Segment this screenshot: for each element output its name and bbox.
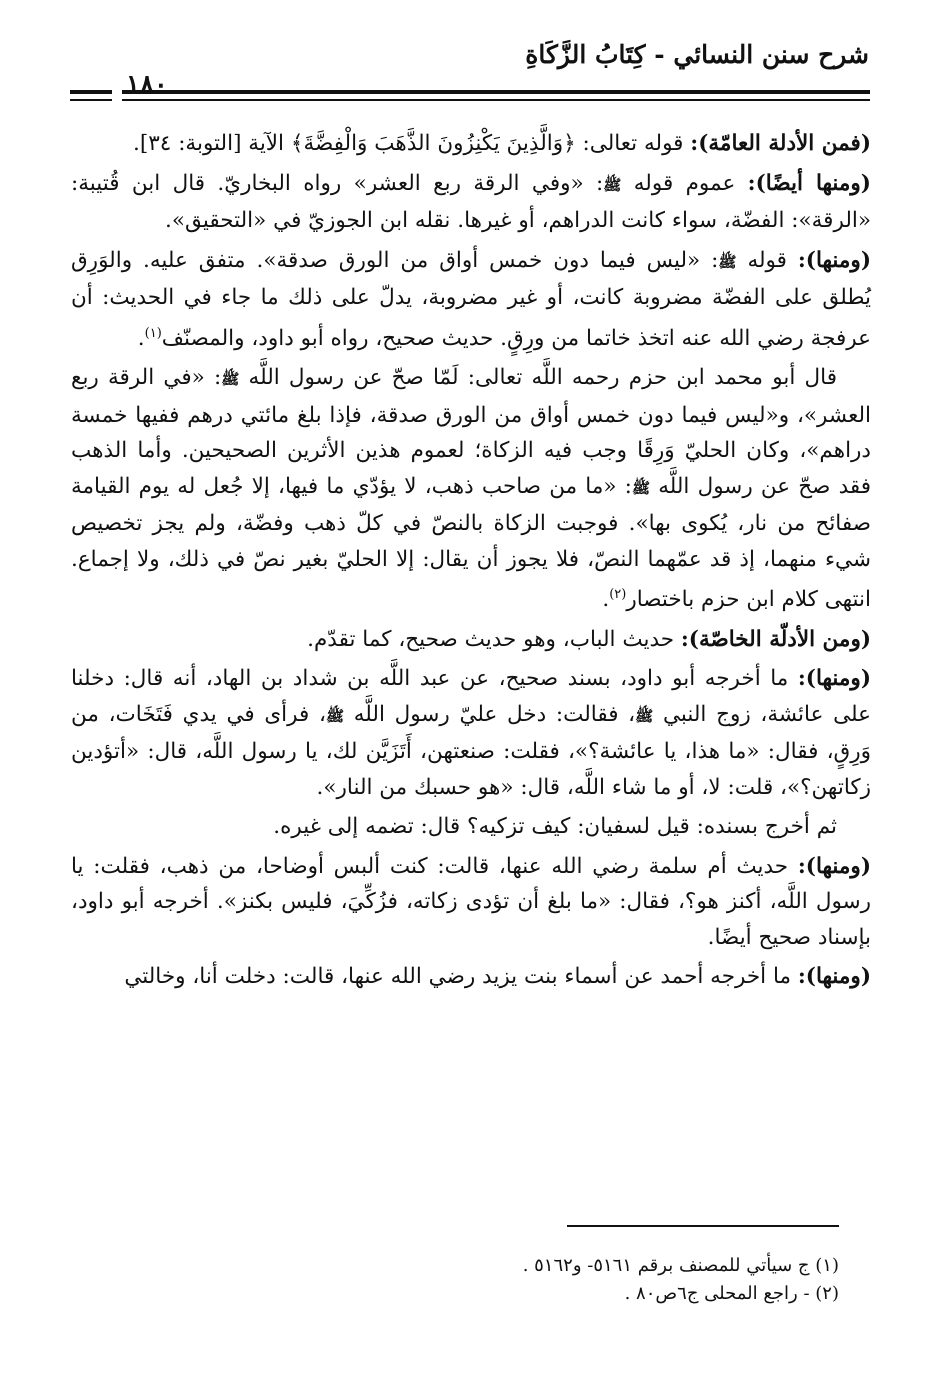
paragraph [71, 360, 871, 618]
honorific-ligature: ﷺ [325, 706, 345, 725]
paragraph [71, 622, 871, 658]
paragraph-text: ما أخرجه أحمد عن أسماء بنت يزيد رضي الله عنها، قالت: دخلت أنا، وخالتي [124, 964, 798, 990]
honorific-ligature: ﷺ [631, 478, 651, 497]
paragraph [71, 166, 871, 239]
paragraph-lead: (ومن الأدلّة الخاصّة): [680, 626, 871, 652]
paragraph [71, 661, 871, 805]
header-rule [122, 99, 870, 101]
paragraph [71, 849, 871, 956]
paragraph-text: قوله تعالى: ﴿وَالَّذِينَ يَكْنِزُونَ الذَّهَبَ وَالْفِضَّةَ﴾ الآية [التوبة: ٣٤]. [133, 131, 691, 156]
honorific-ligature: ﷺ [221, 370, 240, 389]
honorific-ligature: ﷺ [603, 175, 622, 194]
footnotes [79, 1252, 839, 1308]
paragraph-text: . [602, 587, 610, 613]
running-title: شرح سنن النسائي - كِتَابُ الزَّكَاةِ [525, 40, 869, 69]
paragraph-text: حديث الباب، وهو حديث صحيح، كما تقدّم. [307, 626, 681, 652]
footnote-separator [567, 1225, 839, 1227]
paragraph-text: ثم أخرج بسنده: قيل لسفيان: كيف تزكيه؟ قال: تضمه إلى غيره. [273, 814, 837, 840]
paragraph [71, 126, 871, 162]
paragraph-lead: (فمن الأدلة العامّة): [690, 131, 871, 156]
paragraph-lead: (ومنها أيضًا): [747, 170, 871, 196]
paragraph-text: حديث أم سلمة رضي الله عنها، قالت: كنت ألبس أوضاحا، من ذهب، فقلت: يا رسول اللَّه، أكنز هو؟، فقال: «ما بلغ أن تؤدى زكاته، فزُكِّيَ، فليس بكنز». أخرجه أبو داود، بإسناد صحيح أيضًا. [71, 853, 871, 950]
honorific-ligature: ﷺ [718, 252, 737, 271]
paragraph-text: : «في الرقة ربع العشر»، و«ليس فيما دون خمس أواق من الورق صدقة، فإذا بلغ مائتي درهم ففيها خمسة دراهم»، وكان الحليّ وَرِقًا وجب فيه الزكاة؛ لعموم هذين الأثرين الصحيحين. وأما الذهب فقد صحّ عن رسول اللَّه [71, 365, 872, 499]
page-number: ١٨٠ [126, 70, 168, 100]
paragraph-text: : «ليس فيما دون خمس أواق من الورق صدقة». متفق عليه. والوَرِق يُطلق على الفضّة مضروبة كانت، أو غير مضروبة، يدلّ على ذلك ما جاء في الحديث: أن عرفجة رضي الله عنه اتخذ خاتما من ورِقٍ. حديث صحيح، رواه أبو داود، والمصنّف [71, 247, 871, 351]
honorific-ligature: ﷺ [635, 706, 654, 725]
paragraph-text: ، فقالت: دخل عليّ رسول اللَّه [344, 701, 636, 727]
footnote: (٢) - راجع المحلى ج٦ص٨٠ . [624, 1283, 839, 1304]
paragraph-lead: (ومنها): [797, 247, 871, 273]
paragraph-text: ، فرأى في يدي فَتَخَات، من وَرِقٍ، فقال: «ما هذا، يا عائشة؟»، فقلت: صنعتهن، أَتَزَيَّن لك، يا رسول اللَّه، قال: «أتؤدين زكاتهن؟»، قلت: لا، أو ما شاء اللَّه، قال: «هو حسبك من النار». [71, 701, 871, 800]
paragraph-text: قال أبو محمد ابن حزم رحمه اللَّه تعالى: لَمّا صحّ عن رسول اللَّه [239, 365, 837, 391]
footnote-marker: (١) [144, 325, 162, 341]
footnote: (١) ج سيأتي للمصنف برقم ٥١٦١- و٥١٦٢ . [522, 1255, 839, 1276]
paragraph [71, 243, 871, 357]
paragraph-text: قوله [736, 247, 798, 273]
paragraph-lead: (ومنها): [797, 853, 871, 879]
body-text [71, 126, 871, 999]
header-rule [70, 99, 112, 101]
header-rule [70, 90, 112, 94]
paragraph-text: : «وفي الرقة ربع العشر» رواه البخاريّ. قال ابن قُتيبة: «الرقة»: الفضّة، سواء كانت الدراهم، أو غيرها. نقله ابن الجوزيّ في «التحقيق». [71, 170, 871, 233]
paragraph-text: ما أخرجه أبو داود، بسند صحيح، عن عبد اللَّه بن شداد بن الهاد، أنه قال: دخلنا على عائشة، زوج النبي [71, 666, 871, 727]
paragraph-text: : «ما من صاحب ذهب، لا يؤدّي ما فيها، إلا جُعل له يوم القيامة صفائح من نار، يُكوى بها». فوجبت الزكاة بالنصّ في كلّ ذهب وفضّة، ولم يجز تخصيص شيء منهما، إذ قد عمّهما النصّ، فلا يجوز أن يقال: إلا الحليّ بغير نصّ في ذلك، ولا إجماع. انتهى كلام ابن حزم باختصار [71, 473, 871, 613]
paragraph-text: عموم قوله [621, 170, 748, 196]
paragraph [71, 959, 871, 995]
header-rule [122, 90, 870, 94]
paragraph-lead: (ومنها): [797, 964, 871, 990]
paragraph [71, 809, 871, 845]
paragraph-text: . [137, 325, 145, 351]
footnote-marker: (٢) [609, 587, 627, 603]
paragraph-lead: (ومنها): [797, 666, 871, 692]
